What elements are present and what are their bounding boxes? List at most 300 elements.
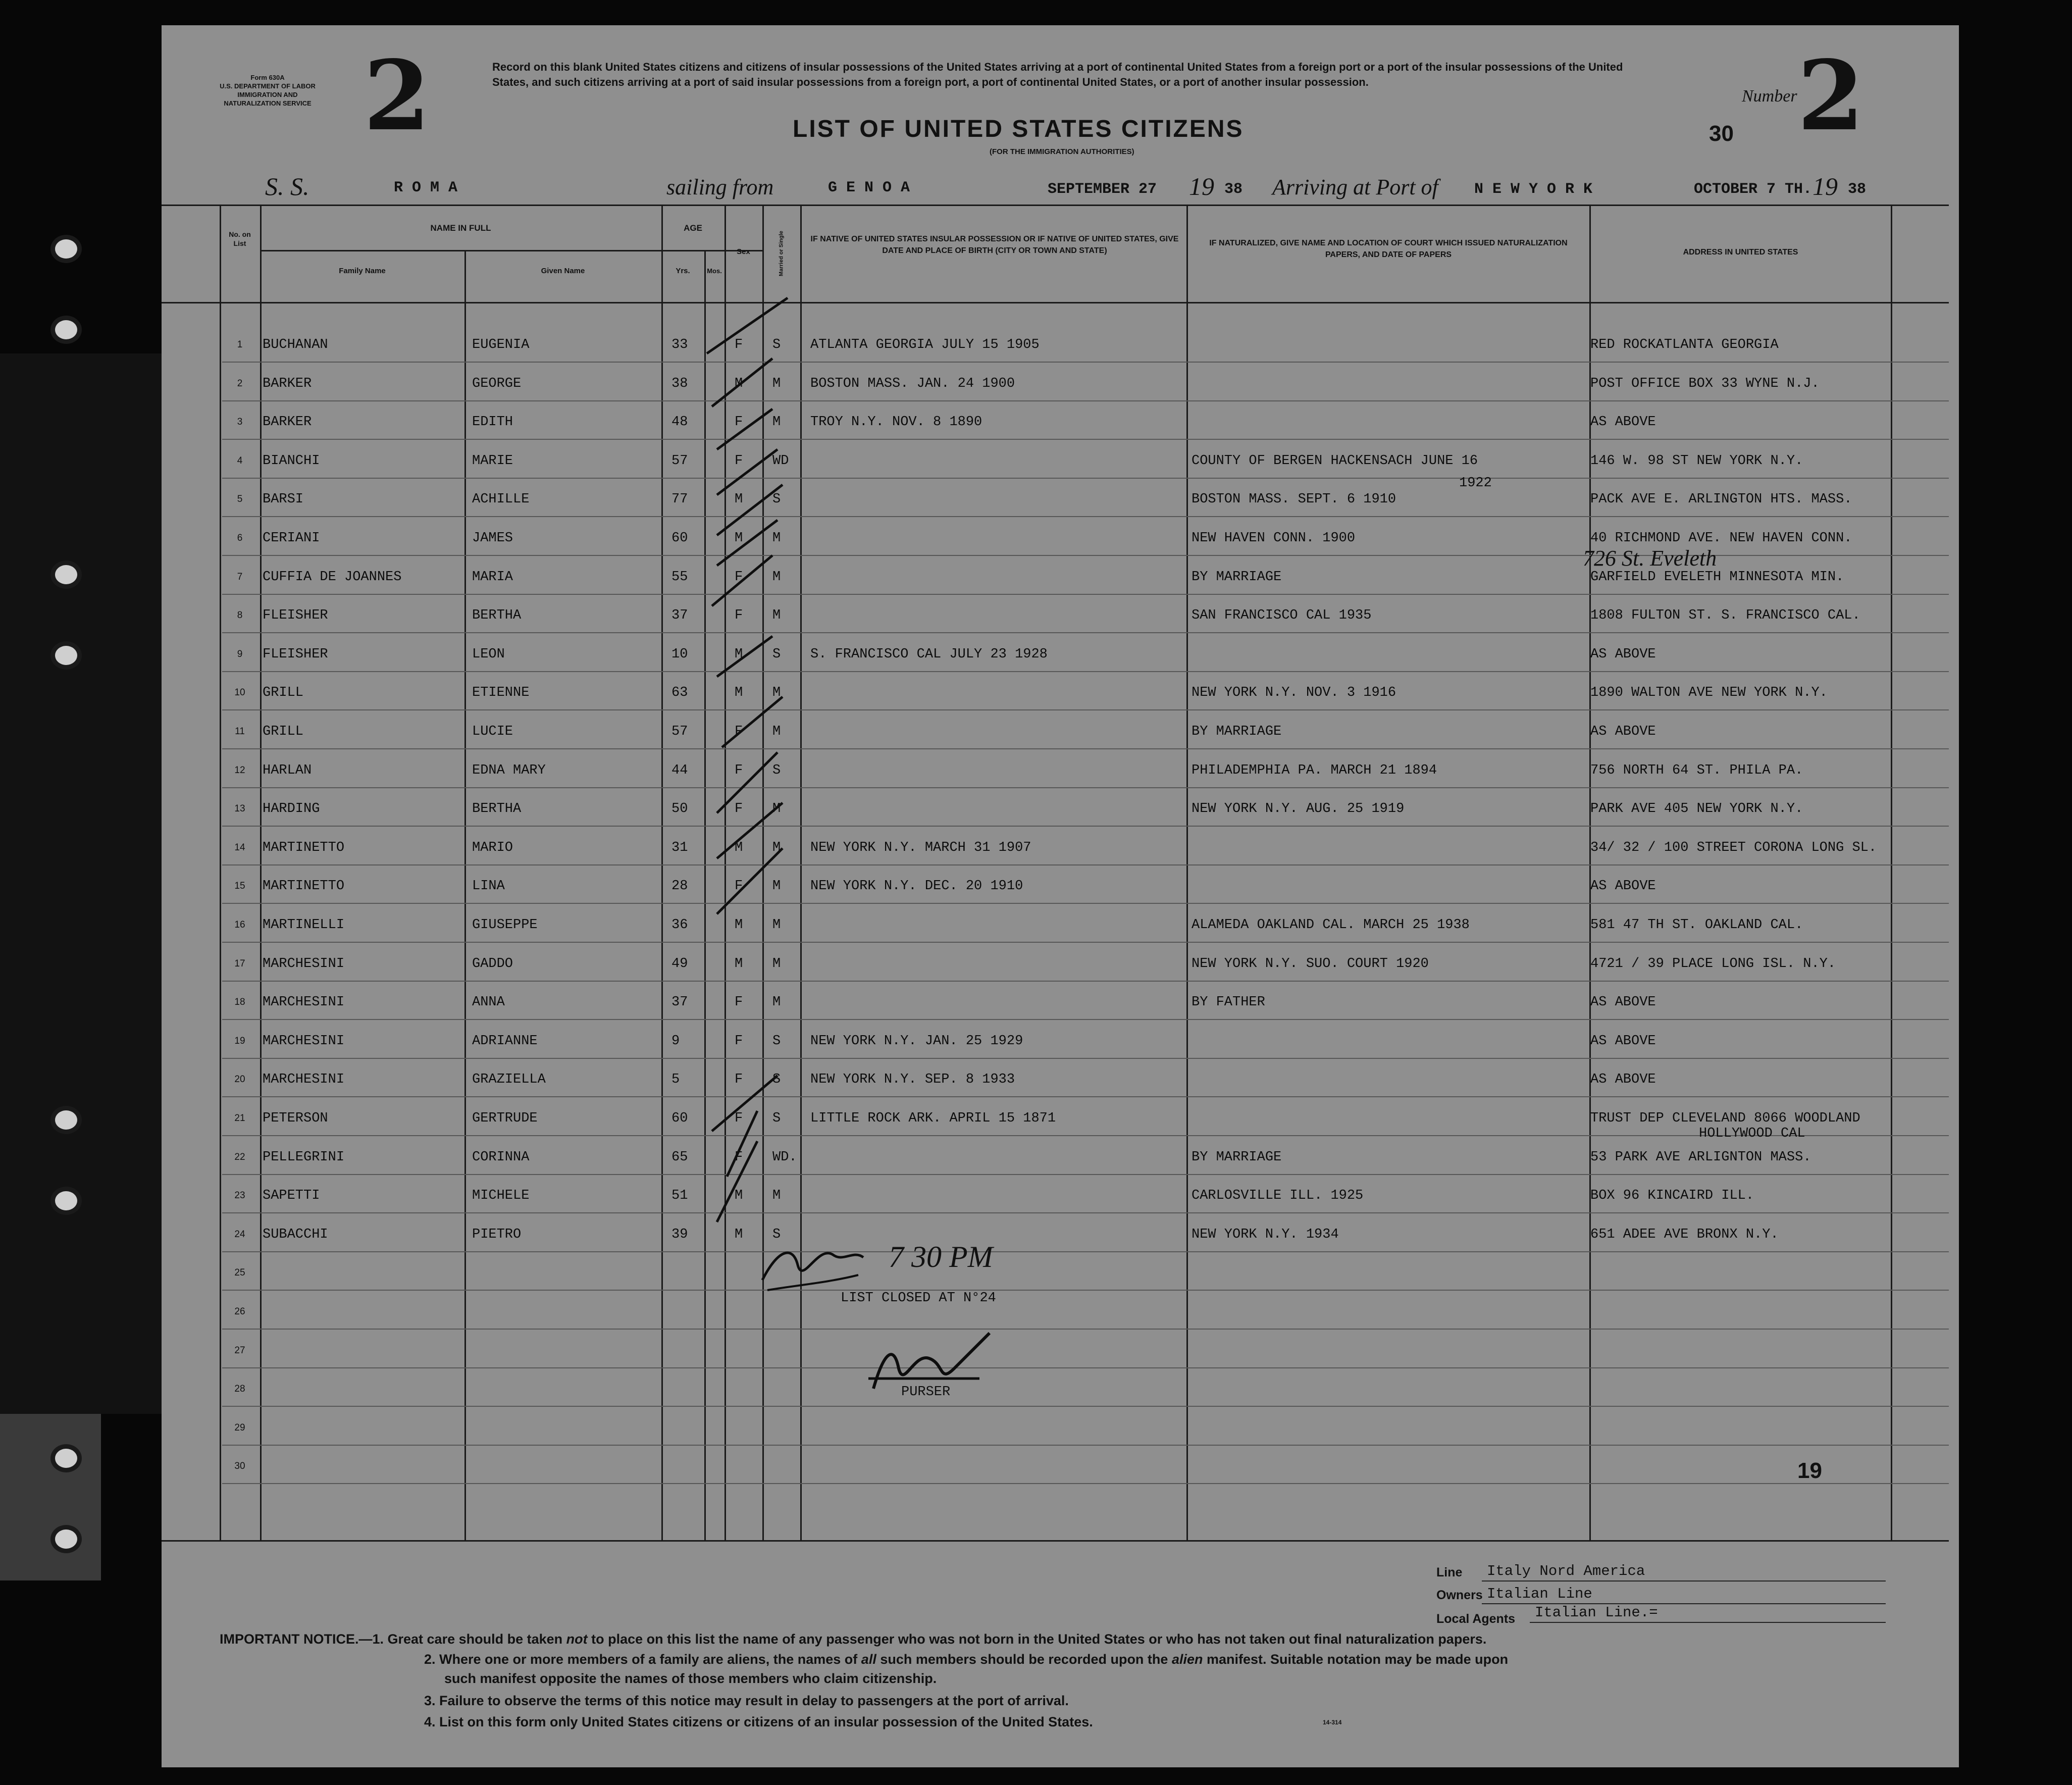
- age-cell: 36: [671, 917, 688, 933]
- row-number: 13: [234, 803, 245, 814]
- age-cell: 49: [671, 956, 688, 972]
- age-cell: 39: [671, 1227, 688, 1242]
- handwritten-time: 7 30 PM: [889, 1240, 993, 1273]
- sex-cell: F: [735, 1033, 743, 1049]
- row-number: 2: [237, 378, 243, 389]
- birth-cell: NEW YORK N.Y. SEP. 8 1933: [810, 1072, 1015, 1088]
- dept-line-1: Form 630A: [250, 74, 285, 81]
- punch-hole: [50, 560, 82, 589]
- address-cell: 581 47 TH ST. OAKLAND CAL.: [1590, 917, 1803, 933]
- port-of-arrival: N E W Y O R K: [1474, 181, 1593, 198]
- row-rule: [222, 1483, 1949, 1484]
- row-rule: [222, 1290, 1949, 1291]
- dep-year-prefix: 19: [1189, 172, 1214, 200]
- given-name-cell: ACHILLE: [472, 492, 530, 507]
- sex-cell: M: [735, 646, 743, 662]
- marital-status-cell: S: [772, 1033, 781, 1049]
- address-cell: AS ABOVE: [1590, 1033, 1656, 1049]
- marital-status-cell: M: [772, 724, 781, 739]
- row-rule: [222, 903, 1949, 904]
- row-rule: [222, 516, 1949, 517]
- row-rule: [222, 748, 1949, 749]
- check-stroke: [717, 409, 772, 449]
- header-yrs: Yrs.: [676, 267, 690, 275]
- given-name-cell: MARIO: [472, 840, 513, 855]
- header-mos: Mos.: [707, 267, 722, 275]
- header-bottom-line: [162, 302, 1949, 303]
- family-name-cell: GRILL: [263, 685, 304, 701]
- notice-1-emphasis: not: [566, 1631, 588, 1647]
- arrival-date: OCTOBER 7 TH.: [1694, 181, 1812, 198]
- check-stroke: [727, 1111, 757, 1177]
- arriving-label: Arriving at Port of: [1272, 175, 1438, 199]
- agents-underline: [1530, 1622, 1886, 1623]
- dept-line-3: IMMIGRATION AND: [237, 91, 298, 98]
- age-cell: 28: [671, 879, 688, 894]
- col-line: [1186, 205, 1188, 1540]
- line-underline: [1482, 1580, 1886, 1582]
- address-cell: AS ABOVE: [1590, 724, 1656, 739]
- sex-cell: M: [735, 917, 743, 933]
- marital-status-cell: S: [772, 337, 781, 352]
- row-rule: [222, 1135, 1949, 1136]
- form-title: LIST OF UNITED STATES CITIZENS: [793, 116, 1244, 142]
- age-cell: 38: [671, 376, 688, 391]
- row-rule: [222, 594, 1949, 595]
- row-rule: [222, 1096, 1949, 1097]
- row-rule: [222, 1329, 1949, 1330]
- marital-status-cell: M: [772, 608, 781, 624]
- given-name-cell: LINA: [472, 879, 505, 894]
- given-name-cell: GERTRUDE: [472, 1111, 538, 1126]
- manifest-sheet: [162, 25, 1959, 1767]
- sex-cell: F: [735, 453, 743, 469]
- age-cell: 65: [671, 1149, 688, 1165]
- address-cell: 651 ADEE AVE BRONX N.Y.: [1590, 1227, 1779, 1242]
- row-number: 28: [234, 1384, 245, 1395]
- row-rule: [222, 1174, 1949, 1175]
- header-address: ADDRESS IN UNITED STATES: [1683, 248, 1798, 257]
- sex-cell: F: [735, 608, 743, 624]
- sex-cell: F: [735, 415, 743, 430]
- list-number: 30: [1709, 121, 1734, 146]
- check-stroke: [717, 752, 778, 813]
- owners-label: Owners: [1436, 1588, 1483, 1602]
- table-top-line: [162, 205, 1949, 206]
- naturalization-cell: BOSTON MASS. SEPT. 6 1910: [1192, 492, 1396, 507]
- given-name-cell: LUCIE: [472, 724, 513, 739]
- row-rule: [222, 439, 1949, 440]
- notice-2-emphasis: all: [861, 1652, 876, 1667]
- header-given-name: Given Name: [541, 267, 585, 275]
- sex-cell: M: [735, 1227, 743, 1242]
- row-number: 8: [237, 610, 243, 621]
- row-number: 30: [234, 1461, 245, 1472]
- given-name-cell: ADRIANNE: [472, 1033, 538, 1049]
- header-name-in-full: NAME IN FULL: [430, 223, 491, 233]
- table-bottom-line: [162, 1540, 1949, 1542]
- sex-cell: F: [735, 337, 743, 352]
- family-name-cell: MARCHESINI: [263, 995, 345, 1010]
- address-cell: AS ABOVE: [1590, 646, 1656, 662]
- marital-status-cell: S: [772, 492, 781, 507]
- sex-cell: F: [735, 801, 743, 817]
- handwritten-signature-time: [757, 1235, 993, 1298]
- check-stroke: [712, 1076, 778, 1131]
- age-cell: 57: [671, 453, 688, 469]
- dept-line-2: U.S. DEPARTMENT OF LABOR: [220, 82, 316, 90]
- row-number: 29: [234, 1422, 245, 1433]
- ss-label: S. S.: [265, 172, 309, 200]
- row-rule: [222, 709, 1949, 710]
- age-cell: 60: [671, 531, 688, 546]
- header-sex: Sex: [737, 247, 750, 256]
- marital-status-cell: M: [772, 569, 781, 585]
- notice-3: 3. Failure to observe the terms of this notice may result in delay to passengers at the port of arrival.: [424, 1693, 1069, 1708]
- dep-year: 38: [1224, 181, 1243, 198]
- row-number: 3: [237, 417, 243, 428]
- address-cell: BOX 96 KINCAIRD ILL.: [1590, 1188, 1754, 1204]
- check-stroke: [717, 449, 778, 495]
- sailing-label: sailing from: [666, 175, 774, 199]
- punch-hole: [50, 1525, 82, 1553]
- row-rule: [222, 1058, 1949, 1059]
- family-name-cell: SAPETTI: [263, 1188, 320, 1204]
- row-number: 6: [237, 533, 243, 543]
- notice-2-end: manifest. Suitable notation may be made upon: [1203, 1652, 1509, 1667]
- family-name-cell: PELLEGRINI: [263, 1149, 345, 1165]
- age-cell: 60: [671, 1111, 688, 1126]
- important-notice: [220, 1630, 1486, 1649]
- given-name-cell: EDITH: [472, 415, 513, 430]
- age-cell: 31: [671, 840, 688, 855]
- marital-status-cell: M: [772, 879, 781, 894]
- big-number-right: 2: [1797, 39, 1864, 152]
- naturalization-cell: NEW HAVEN CONN. 1900: [1192, 531, 1356, 546]
- address-cell: RED ROCKATLANTA GEORGIA: [1590, 337, 1779, 352]
- birth-cell: BOSTON MASS. JAN. 24 1900: [810, 376, 1015, 391]
- birth-cell: NEW YORK N.Y. MARCH 31 1907: [810, 840, 1031, 855]
- family-name-cell: MARTINETTO: [263, 879, 345, 894]
- given-name-cell: PIETRO: [472, 1227, 522, 1242]
- row-rule: [222, 1019, 1949, 1020]
- col-line: [661, 205, 663, 1540]
- age-cell: 5: [671, 1072, 680, 1088]
- naturalization-cell: BY MARRIAGE: [1192, 1149, 1282, 1165]
- marital-status-cell: M: [772, 415, 781, 430]
- sex-cell: M: [735, 1188, 743, 1204]
- family-name-cell: MARCHESINI: [263, 1072, 345, 1088]
- row-number: 7: [237, 571, 243, 582]
- age-sub-line: [661, 250, 724, 251]
- birth-cell: NEW YORK N.Y. DEC. 20 1910: [810, 879, 1023, 894]
- age-cell: 55: [671, 569, 688, 585]
- line-label: Line: [1436, 1565, 1463, 1579]
- birth-cell: ATLANTA GEORGIA JULY 15 1905: [810, 337, 1040, 352]
- form-code: 14-314: [1323, 1719, 1342, 1726]
- col-line: [464, 250, 466, 1540]
- row-number: 14: [234, 842, 245, 853]
- family-name-cell: BARKER: [263, 415, 312, 430]
- given-name-cell: GIUSEPPE: [472, 917, 538, 933]
- handwritten-correction: 726 St. Eveleth: [1583, 546, 1717, 571]
- given-name-cell: CORINNA: [472, 1149, 530, 1165]
- address-cell: AS ABOVE: [1590, 995, 1656, 1010]
- header-naturalized: IF NATURALIZED, GIVE NAME AND LOCATION OF COURT WHICH ISSUED NATURALIZATION PAPERS, AND DATE OF PAPERS: [1209, 239, 1568, 259]
- age-cell: 10: [671, 646, 688, 662]
- ship-name: R O M A: [394, 179, 458, 196]
- sex-cell: M: [735, 840, 743, 855]
- naturalization-cell: SAN FRANCISCO CAL 1935: [1192, 608, 1372, 624]
- birth-cell: NEW YORK N.Y. JAN. 25 1929: [810, 1033, 1023, 1049]
- form-subtitle: (FOR THE IMMIGRATION AUTHORITIES): [990, 147, 1134, 156]
- age-cell: 63: [671, 685, 688, 701]
- marital-status-cell: M: [772, 995, 781, 1010]
- family-name-cell: PETERSON: [263, 1111, 328, 1126]
- family-name-cell: CUFFIA DE JOANNES: [263, 569, 402, 585]
- age-cell: 44: [671, 762, 688, 778]
- age-cell: 57: [671, 724, 688, 739]
- row-number: 4: [237, 455, 243, 466]
- address-cell: 756 NORTH 64 ST. PHILA PA.: [1590, 762, 1803, 778]
- family-name-cell: HARLAN: [263, 762, 312, 778]
- row-rule: [222, 942, 1949, 943]
- naturalization-cell: BY FATHER: [1192, 995, 1265, 1010]
- row-number: 27: [234, 1345, 245, 1356]
- family-name-cell: SUBACCHI: [263, 1227, 328, 1242]
- notice-2-emphasis-2: alien: [1171, 1652, 1203, 1667]
- family-name-cell: MARCHESINI: [263, 1033, 345, 1049]
- dept-stamp: [207, 73, 328, 108]
- address-continuation: HOLLYWOOD CAL: [1699, 1126, 1805, 1141]
- punch-hole: [50, 1444, 82, 1472]
- given-name-cell: MICHELE: [472, 1188, 530, 1204]
- row-number: 26: [234, 1306, 245, 1317]
- sex-cell: M: [735, 531, 743, 546]
- sex-cell: F: [735, 1072, 743, 1088]
- age-cell: 77: [671, 492, 688, 507]
- row-number: 1: [237, 339, 243, 350]
- punch-hole: [50, 1106, 82, 1134]
- row-rule: [222, 864, 1949, 865]
- marital-status-cell: M: [772, 376, 781, 391]
- row-rule: [222, 1251, 1949, 1252]
- given-name-cell: GEORGE: [472, 376, 522, 391]
- naturalization-cell: NEW YORK N.Y. AUG. 25 1919: [1192, 801, 1405, 817]
- row-number: 24: [234, 1229, 245, 1240]
- naturalization-cell: ALAMEDA OAKLAND CAL. MARCH 25 1938: [1192, 917, 1470, 933]
- address-cell: GARFIELD EVELETH MINNESOTA MIN.: [1590, 569, 1844, 585]
- naturalization-cell: NEW YORK N.Y. SUO. COURT 1920: [1192, 956, 1429, 972]
- address-cell: AS ABOVE: [1590, 1072, 1656, 1088]
- marital-status-cell: S: [772, 1227, 781, 1242]
- address-cell: 40 RICHMOND AVE. NEW HAVEN CONN.: [1590, 531, 1852, 546]
- given-name-cell: MARIA: [472, 569, 513, 585]
- address-cell: POST OFFICE BOX 33 WYNE N.J.: [1590, 376, 1820, 391]
- marital-status-cell: M: [772, 531, 781, 546]
- row-rule: [222, 632, 1949, 633]
- age-cell: 50: [671, 801, 688, 817]
- naturalization-year-note: 1922: [1459, 476, 1492, 491]
- row-rule: [222, 1406, 1949, 1407]
- check-stroke: [717, 848, 783, 914]
- departure-date: SEPTEMBER 27: [1048, 181, 1157, 198]
- family-name-cell: MARCHESINI: [263, 956, 345, 972]
- age-cell: 9: [671, 1033, 680, 1049]
- marital-status-cell: S: [772, 1072, 781, 1088]
- row-rule: [222, 1367, 1949, 1368]
- marital-status-cell: WD: [772, 453, 789, 469]
- address-cell: PARK AVE 405 NEW YORK N.Y.: [1590, 801, 1803, 817]
- binding-strip: [0, 353, 167, 1414]
- purser-label: PURSER: [901, 1385, 951, 1400]
- row-number: 12: [234, 764, 245, 776]
- sex-cell: F: [735, 724, 743, 739]
- sex-cell: M: [735, 492, 743, 507]
- naturalization-cell: NEW YORK N.Y. 1934: [1192, 1227, 1339, 1242]
- number-label: Number: [1742, 87, 1797, 106]
- check-stroke: [722, 697, 783, 747]
- page-number: 19: [1797, 1458, 1822, 1483]
- sex-cell: M: [735, 376, 743, 391]
- check-stroke: [712, 359, 772, 406]
- family-name-cell: BARKER: [263, 376, 312, 391]
- arr-year-prefix: 19: [1812, 172, 1838, 200]
- family-name-cell: GRILL: [263, 724, 304, 739]
- family-name-cell: MARTINETTO: [263, 840, 345, 855]
- header-married: Married or Single: [778, 231, 785, 276]
- row-number: 20: [234, 1074, 245, 1085]
- address-cell: 1890 WALTON AVE NEW YORK N.Y.: [1590, 685, 1828, 701]
- notice-2-continued: such manifest opposite the names of those members who claim citizenship.: [444, 1671, 937, 1686]
- family-name-cell: BARSI: [263, 492, 304, 507]
- row-rule: [222, 671, 1949, 672]
- owners-value: Italian Line: [1487, 1586, 1592, 1602]
- col-line: [1589, 205, 1591, 1540]
- age-cell: 37: [671, 995, 688, 1010]
- row-number: 19: [234, 1035, 245, 1046]
- age-cell: 37: [671, 608, 688, 624]
- row-number: 9: [237, 648, 243, 659]
- marital-status-cell: M: [772, 1188, 781, 1204]
- sex-cell: M: [735, 956, 743, 972]
- address-cell: AS ABOVE: [1590, 415, 1656, 430]
- marital-status-cell: M: [772, 840, 781, 855]
- given-name-cell: LEON: [472, 646, 505, 662]
- naturalization-cell: BY MARRIAGE: [1192, 724, 1282, 739]
- dept-line-4: NATURALIZATION SERVICE: [224, 99, 312, 107]
- row-rule: [222, 400, 1949, 401]
- notice-label: IMPORTANT NOTICE.—: [220, 1631, 373, 1647]
- marital-status-cell: M: [772, 685, 781, 701]
- address-cell: PACK AVE E. ARLINGTON HTS. MASS.: [1590, 492, 1852, 507]
- notice-2: [424, 1650, 1508, 1669]
- punch-hole: [50, 235, 82, 263]
- marital-status-cell: M: [772, 917, 781, 933]
- given-name-cell: JAMES: [472, 531, 513, 546]
- age-cell: 33: [671, 337, 688, 352]
- row-number: 23: [234, 1190, 245, 1201]
- notice-4: 4. List on this form only United States citizens or citizens of an insular possession of the United States.: [424, 1714, 1093, 1729]
- address-cell: AS ABOVE: [1590, 879, 1656, 894]
- row-number: 16: [234, 920, 245, 930]
- check-stroke: [717, 485, 783, 535]
- header-family-name: Family Name: [339, 267, 386, 275]
- arr-year: 38: [1848, 181, 1867, 198]
- row-number: 17: [234, 958, 245, 969]
- notice-2-middle: such members should be recorded upon the: [876, 1652, 1172, 1667]
- col-line: [260, 205, 262, 1540]
- given-name-cell: MARIE: [472, 453, 513, 469]
- row-rule: [222, 1445, 1949, 1446]
- address-cell: 1808 FULTON ST. S. FRANCISCO CAL.: [1590, 608, 1860, 624]
- address-cell: 53 PARK AVE ARLIGNTON MASS.: [1590, 1149, 1811, 1165]
- row-rule: [222, 787, 1949, 788]
- sex-cell: F: [735, 1111, 743, 1126]
- punch-hole: [50, 641, 82, 670]
- sex-cell: F: [735, 879, 743, 894]
- given-name-cell: BERTHA: [472, 608, 522, 624]
- given-name-cell: ANNA: [472, 995, 505, 1010]
- check-stroke: [707, 298, 788, 353]
- instructions: Record on this blank United States citizens and citizens of insular possessions of the United States arriving at a port of continental United States from a foreign port or a port of the insular possessions of the United States, and such citizens arriving at a port of said insular possessions from a foreign port, a port of continental United States, or a port of another insular possession.: [492, 61, 1623, 88]
- marital-status-cell: M: [772, 956, 781, 972]
- family-name-cell: HARDING: [263, 801, 320, 817]
- punch-hole: [50, 1187, 82, 1215]
- row-number: 25: [234, 1267, 245, 1279]
- row-number: 5: [237, 494, 243, 505]
- line-value: Italy Nord America: [1487, 1563, 1645, 1579]
- row-rule: [222, 981, 1949, 982]
- given-name-cell: EUGENIA: [472, 337, 530, 352]
- birth-cell: S. FRANCISCO CAL JULY 23 1928: [810, 646, 1048, 662]
- address-cell: TRUST DEP CLEVELAND 8066 WOODLAND: [1590, 1111, 1860, 1126]
- birth-cell: LITTLE ROCK ARK. APRIL 15 1871: [810, 1111, 1056, 1126]
- notice-1-end: to place on this list the name of any passenger who was not born in the United States or who has not taken out final naturalization papers.: [587, 1631, 1487, 1647]
- col-line: [220, 205, 221, 1540]
- address-cell: 146 W. 98 ST NEW YORK N.Y.: [1590, 453, 1803, 469]
- naturalization-cell: NEW YORK N.Y. NOV. 3 1916: [1192, 685, 1396, 701]
- check-stroke: [717, 803, 783, 858]
- family-name-cell: FLEISHER: [263, 608, 328, 624]
- row-number: 15: [234, 881, 245, 892]
- naturalization-cell: BY MARRIAGE: [1192, 569, 1282, 585]
- marital-status-cell: S: [772, 1111, 781, 1126]
- sex-cell: F: [735, 1149, 743, 1165]
- big-number-left: 2: [364, 39, 431, 152]
- notice-1-start: 1. Great care should be taken: [372, 1631, 566, 1647]
- sex-cell: F: [735, 995, 743, 1010]
- header-birth: IF NATIVE OF UNITED STATES INSULAR POSSESSION OR IF NATIVE OF UNITED STATES, GIVE DATE AND PLACE OF BIRTH (CITY OR TOWN AND STATE): [810, 235, 1179, 255]
- marital-status-cell: M: [772, 801, 781, 817]
- naturalization-cell: COUNTY OF BERGEN HACKENSACH JUNE 16: [1192, 453, 1478, 469]
- given-name-cell: BERTHA: [472, 801, 522, 817]
- marital-status-cell: S: [772, 762, 781, 778]
- age-cell: 48: [671, 415, 688, 430]
- row-number: 22: [234, 1151, 245, 1162]
- binding-strip-lower: [0, 1414, 101, 1580]
- given-name-cell: GRAZIELLA: [472, 1072, 546, 1088]
- header-no: No. on List: [229, 230, 251, 247]
- port-of-departure: G E N O A: [828, 179, 910, 196]
- check-stroke: [717, 636, 772, 677]
- family-name-cell: BUCHANAN: [263, 337, 328, 352]
- list-closed-note: LIST CLOSED AT N°24: [841, 1291, 996, 1306]
- row-rule: [222, 826, 1949, 827]
- sex-cell: F: [735, 762, 743, 778]
- punch-hole: [50, 316, 82, 344]
- notice-2-start: 2. Where one or more members of a family are aliens, the names of: [424, 1652, 861, 1667]
